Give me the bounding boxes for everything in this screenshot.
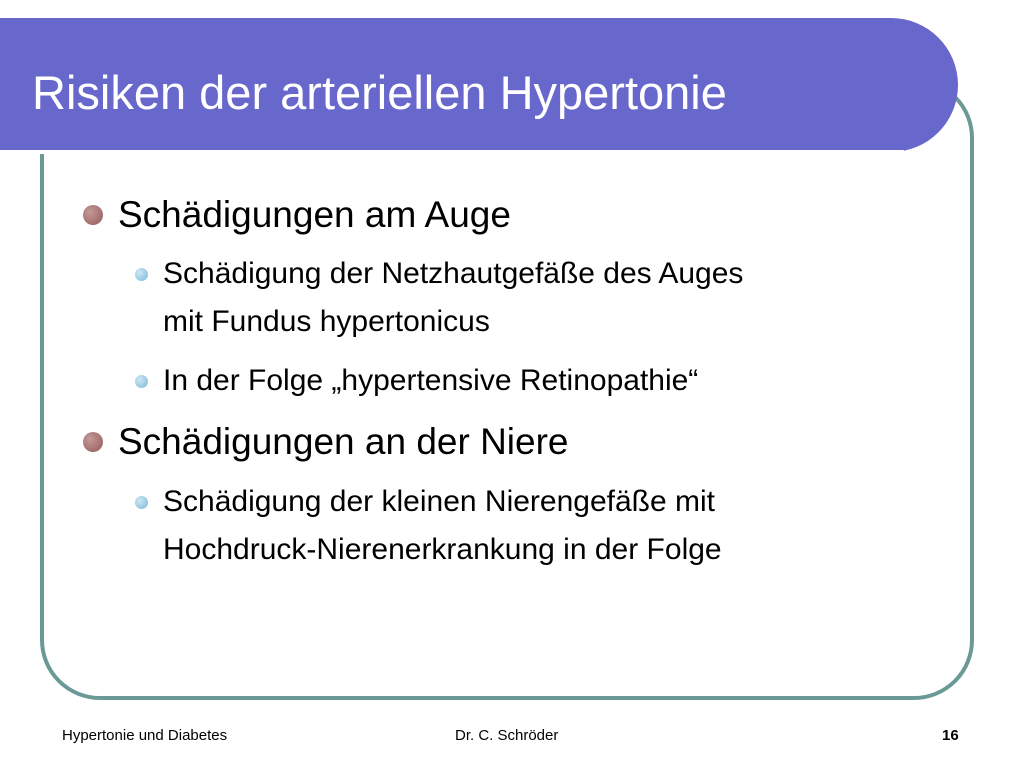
- footer-presentation-title: Hypertonie und Diabetes: [62, 727, 228, 744]
- slide-number: 16: [942, 727, 959, 744]
- sub-bullet-text: In der Folge „hypertensive Retinopathie“: [163, 364, 699, 397]
- bullet-icon: [83, 432, 103, 452]
- bullet-icon: [83, 205, 103, 225]
- sub-bullet-text: Schädigung der kleinen Nierengefäße mit: [163, 485, 715, 518]
- sub-bullet-text: Schädigung der Netzhautgefäße des Auges: [163, 257, 744, 290]
- sub-bullet-text-continued: Hochdruck-Nierenerkrankung in der Folge: [163, 533, 722, 566]
- bullet-heading-eye: Schädigungen am Auge: [118, 194, 511, 235]
- sub-bullet-icon: [135, 496, 148, 509]
- footer-author: Dr. C. Schröder: [455, 727, 559, 744]
- sub-bullet-icon: [135, 268, 148, 281]
- sub-bullet-icon: [135, 375, 148, 388]
- bullet-heading-kidney: Schädigungen an der Niere: [118, 421, 569, 462]
- sub-bullet-text-continued: mit Fundus hypertonicus: [163, 305, 490, 338]
- title-underline: [0, 150, 904, 154]
- slide-title: Risiken der arteriellen Hypertonie: [32, 66, 727, 119]
- title-bar: [0, 18, 958, 152]
